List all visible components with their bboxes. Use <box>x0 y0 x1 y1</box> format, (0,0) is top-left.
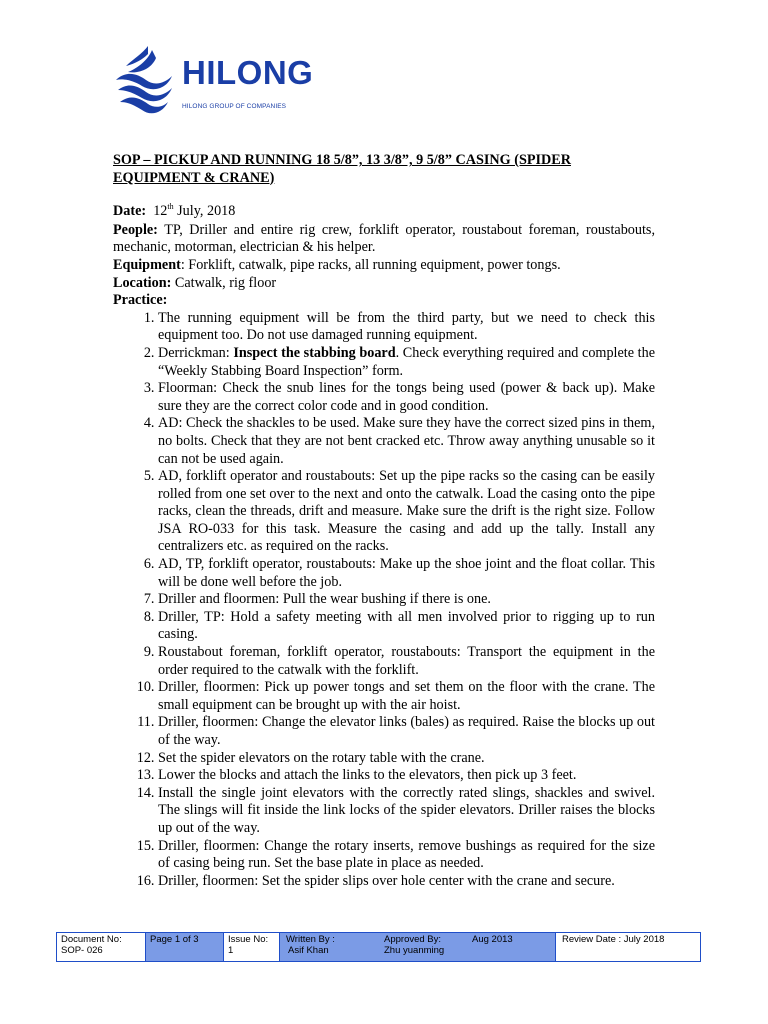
document-title: SOP – PICKUP AND RUNNING 18 5/8”, 13 3/8”, 9 5/8” CASING (SPIDER EQUIPMENT & CRANE) <box>113 152 571 186</box>
equipment-line <box>113 257 655 275</box>
step-item <box>158 644 655 679</box>
footer-doc-no-value: SOP- 026 <box>61 945 103 956</box>
step-text: Driller, floormen: Change the rotary inserts, remove bushings as required for the size of casing being run. Set the base plate in place as needed. <box>158 837 655 872</box>
equipment-label: Equipment <box>113 256 181 273</box>
step-item <box>158 468 655 556</box>
step-text: AD, TP, forklift operator, roustabouts: Make up the shoe joint and the float collar. This will be done well before the job. <box>158 556 655 590</box>
step-item <box>158 556 655 591</box>
footer-doc-no-label: Document No: <box>61 934 122 945</box>
logo-wordmark: HILONG <box>182 54 314 91</box>
step-item <box>158 767 655 785</box>
step-pre: Derrickman: <box>158 344 234 361</box>
step-item <box>158 679 655 714</box>
step-text: Install the single joint elevators with the correctly rated slings, shackles and swivel. The slings will fit inside the link locks of the spider elevators. Driller raises the blocks up out of the way. <box>158 784 655 836</box>
step-item <box>158 591 655 609</box>
footer-written-value: Asif Khan <box>288 945 329 956</box>
step-text: Driller, floormen: Change the elevator links (bales) as required. Raise the blocks up out of the way. <box>158 714 655 748</box>
date-day: 12 <box>153 203 168 220</box>
people-value: TP, Driller and entire rig crew, forklift operator, roustabout foreman, roustabouts, mechanic, motorman, electrician & his helper. <box>113 221 655 256</box>
step-text: The running equipment will be from the third party, but we need to check this equipment too. Do not use damaged running equipment. <box>158 309 655 344</box>
footer-approved-value: Zhu yuanming <box>384 945 445 956</box>
step-text: Driller and floormen: Pull the wear bushing if there is one. <box>158 591 491 608</box>
footer-review <box>555 933 700 961</box>
footer-issue <box>223 933 279 961</box>
location-label: Location: <box>113 274 172 291</box>
step-item <box>158 873 655 891</box>
step-text: Lower the blocks and attach the links to the elevators, then pick up 3 feet. <box>158 767 577 784</box>
step-item <box>158 750 655 768</box>
date-suffix: th <box>167 202 174 212</box>
step-text: Driller, TP: Hold a safety meeting with all men involved prior to rigging up to run casing. <box>158 608 655 643</box>
people-label: People: <box>113 221 158 238</box>
step-item <box>158 838 655 873</box>
step-text: Roustabout foreman, forklift operator, roustabouts: Transport the equipment in the order required to the catwalk with the forklift. <box>158 644 655 678</box>
practice-heading <box>113 292 655 310</box>
step-text: AD, forklift operator and roustabouts: Set up the pipe racks so the casing can be easily rolled from one set over to the next and onto the catwalk. Load the casing onto the pipe racks, clean the threads, drift and measure. Make sure the drift is the right size. Follow JSA RO-033 for this task. Measure the casing and add up the tally. Install any centralizers etc. as required on the racks. <box>158 468 655 555</box>
document-footer <box>56 932 701 962</box>
step-text: Driller, floormen: Pick up power tongs and set them on the floor with the crane. The small equipment can be brought up with the air hoist. <box>158 679 655 713</box>
company-logo <box>112 44 314 120</box>
step-item <box>158 380 655 415</box>
equipment-value: : Forklift, catwalk, pipe racks, all running equipment, power tongs. <box>180 256 561 273</box>
step-text: Set the spider elevators on the rotary table with the crane. <box>158 749 485 766</box>
footer-page <box>145 933 223 961</box>
step-text: Driller, floormen: Set the spider slips over hole center with the crane and secure. <box>158 872 615 889</box>
step-item <box>158 785 655 838</box>
footer-approved-date: Aug 2013 <box>472 934 513 945</box>
location-value: Catwalk, rig floor <box>171 274 277 291</box>
date-rest: July, 2018 <box>173 203 236 220</box>
people-line <box>113 222 655 257</box>
hilong-wave-icon <box>112 44 178 120</box>
step-item <box>158 714 655 749</box>
location-line <box>113 275 655 293</box>
footer-issue-value: 1 <box>228 945 234 956</box>
step-item <box>158 609 655 644</box>
date-line <box>113 203 655 221</box>
footer-approved-label: Approved By: <box>384 934 442 945</box>
footer-page-value: Page 1 of 3 <box>150 934 199 945</box>
step-text: . Check everything required and complete the “Weekly Stabbing Board Inspection” form. <box>158 344 655 379</box>
footer-doc-no <box>57 933 145 961</box>
practice-steps <box>113 310 655 891</box>
document-body <box>113 152 655 890</box>
practice-label: Practice: <box>113 292 168 309</box>
footer-review-value: Review Date : July 2018 <box>562 934 665 945</box>
footer-written-label: Written By : <box>286 934 335 945</box>
step-item <box>158 310 655 345</box>
step-item <box>158 345 655 380</box>
step-text: AD: Check the shackles to be used. Make sure they have the correct sized pins in them, no bolts. Check that they are not bent cracked etc. Throw away anything unusable so it can not be used again. <box>158 415 655 467</box>
step-bold: Inspect the stabbing board <box>233 344 396 361</box>
footer-written-approved <box>279 933 555 961</box>
step-text: Floorman: Check the snub lines for the tongs being used (power & back up). Make sure they are the correct color code and in good condition. <box>158 380 655 414</box>
step-item <box>158 415 655 468</box>
date-label: Date: <box>113 203 147 220</box>
footer-issue-label: Issue No: <box>228 934 269 945</box>
logo-tagline: HILONG GROUP OF COMPANIES <box>182 103 287 110</box>
